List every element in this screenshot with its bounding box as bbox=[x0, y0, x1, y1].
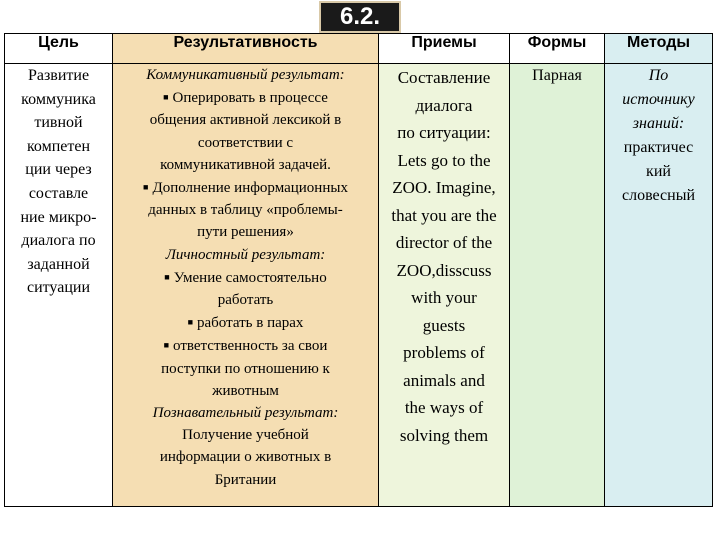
goal-text bbox=[5, 64, 112, 300]
result-text bbox=[113, 64, 378, 491]
result-item-operate bbox=[113, 86, 378, 176]
technique-line: диалога bbox=[415, 95, 473, 115]
technique-line: problems of bbox=[403, 343, 485, 362]
bullet-icon: ■ bbox=[163, 340, 170, 351]
result-line: Британии bbox=[214, 471, 277, 488]
result-line: работать bbox=[217, 292, 274, 309]
techniques-cell bbox=[379, 64, 510, 507]
forms-cell bbox=[510, 64, 605, 507]
goal-line: коммуника bbox=[21, 90, 96, 108]
communicative-heading: Коммуникативный результат: bbox=[146, 67, 345, 83]
technique-line: animals and bbox=[403, 370, 485, 390]
result-line: ■ Оперировать в процессе bbox=[163, 90, 328, 107]
goal-line: ние микро- bbox=[20, 208, 97, 226]
bullet-icon: ■ bbox=[163, 92, 169, 103]
result-line: ■ ответственность за свои bbox=[163, 338, 328, 355]
result-item-table bbox=[113, 176, 378, 244]
technique-line: solving them bbox=[399, 425, 489, 445]
methods-cell bbox=[605, 64, 713, 507]
goal-cell bbox=[5, 64, 113, 507]
result-item-cognitive bbox=[113, 424, 378, 491]
header-forms: Формы bbox=[510, 34, 605, 64]
header-result: Результативность bbox=[113, 34, 379, 64]
result-line: соответствии с bbox=[197, 134, 294, 151]
method-line: кий bbox=[646, 163, 671, 180]
result-line: ■ Дополнение информационных bbox=[143, 180, 348, 197]
method-line: знаний: bbox=[632, 115, 685, 132]
technique-line: director of the bbox=[395, 233, 493, 252]
result-item-independent bbox=[113, 266, 378, 311]
goal-line: ции через bbox=[25, 161, 92, 179]
technique-line: that you are the bbox=[391, 205, 497, 225]
methods-text bbox=[605, 64, 712, 208]
result-line: общения активной лексикой в bbox=[149, 112, 342, 129]
goal-line: Развитие bbox=[27, 67, 90, 84]
slide-title: 6.2. bbox=[319, 1, 401, 33]
technique-line: Lets go to the bbox=[397, 150, 491, 170]
techniques-text bbox=[379, 64, 509, 449]
result-line: ■ работать в парах bbox=[187, 315, 304, 332]
header-row bbox=[5, 34, 713, 64]
technique-line: по ситуации: bbox=[397, 123, 491, 142]
personal-heading: Личностный результат: bbox=[165, 246, 326, 263]
result-line: данных в таблицу «проблемы- bbox=[148, 202, 343, 219]
result-cell bbox=[113, 64, 379, 507]
method-line: практичес bbox=[623, 139, 694, 156]
technique-line: the ways of bbox=[404, 398, 484, 417]
technique-line: Составление bbox=[397, 68, 491, 87]
method-line: источнику bbox=[622, 91, 695, 108]
result-line: животным bbox=[212, 382, 279, 399]
technique-line: ZOO. Imagine, bbox=[392, 178, 496, 197]
result-item-responsibility bbox=[113, 334, 378, 402]
method-line: словесный bbox=[621, 187, 696, 204]
result-line: коммуникативной задачей. bbox=[160, 156, 331, 173]
goal-line: диалога по bbox=[21, 232, 96, 250]
result-line: Получение учебной bbox=[182, 427, 309, 444]
result-item-pairs bbox=[113, 311, 378, 334]
forms-text bbox=[510, 64, 604, 88]
technique-line: with your bbox=[411, 288, 477, 307]
header-goal: Цель bbox=[5, 34, 113, 64]
technique-line: ZOO,disscuss bbox=[396, 260, 492, 280]
goal-line: компетен bbox=[26, 137, 91, 155]
lesson-table bbox=[4, 33, 713, 507]
bullet-icon: ■ bbox=[187, 317, 193, 328]
bullet-icon: ■ bbox=[143, 182, 149, 193]
method-line: По bbox=[648, 67, 669, 84]
cognitive-heading: Познавательный результат: bbox=[152, 405, 339, 422]
bullet-icon: ■ bbox=[164, 271, 170, 282]
goal-line: заданной bbox=[27, 255, 90, 273]
result-line: ■ Умение самостоятельно bbox=[164, 269, 327, 286]
goal-line: ситуации bbox=[26, 279, 91, 297]
header-techniques: Приемы bbox=[379, 34, 510, 64]
content-row bbox=[5, 64, 713, 507]
result-line: пути решения» bbox=[197, 224, 294, 241]
result-line: поступки по отношению к bbox=[161, 360, 330, 377]
header-methods: Методы bbox=[605, 34, 713, 64]
technique-line: guests bbox=[422, 315, 466, 335]
goal-line: составле bbox=[28, 184, 89, 202]
forms-line: Парная bbox=[532, 67, 582, 84]
result-line: информации о животных в bbox=[159, 449, 332, 466]
goal-line: тивной bbox=[34, 114, 83, 132]
